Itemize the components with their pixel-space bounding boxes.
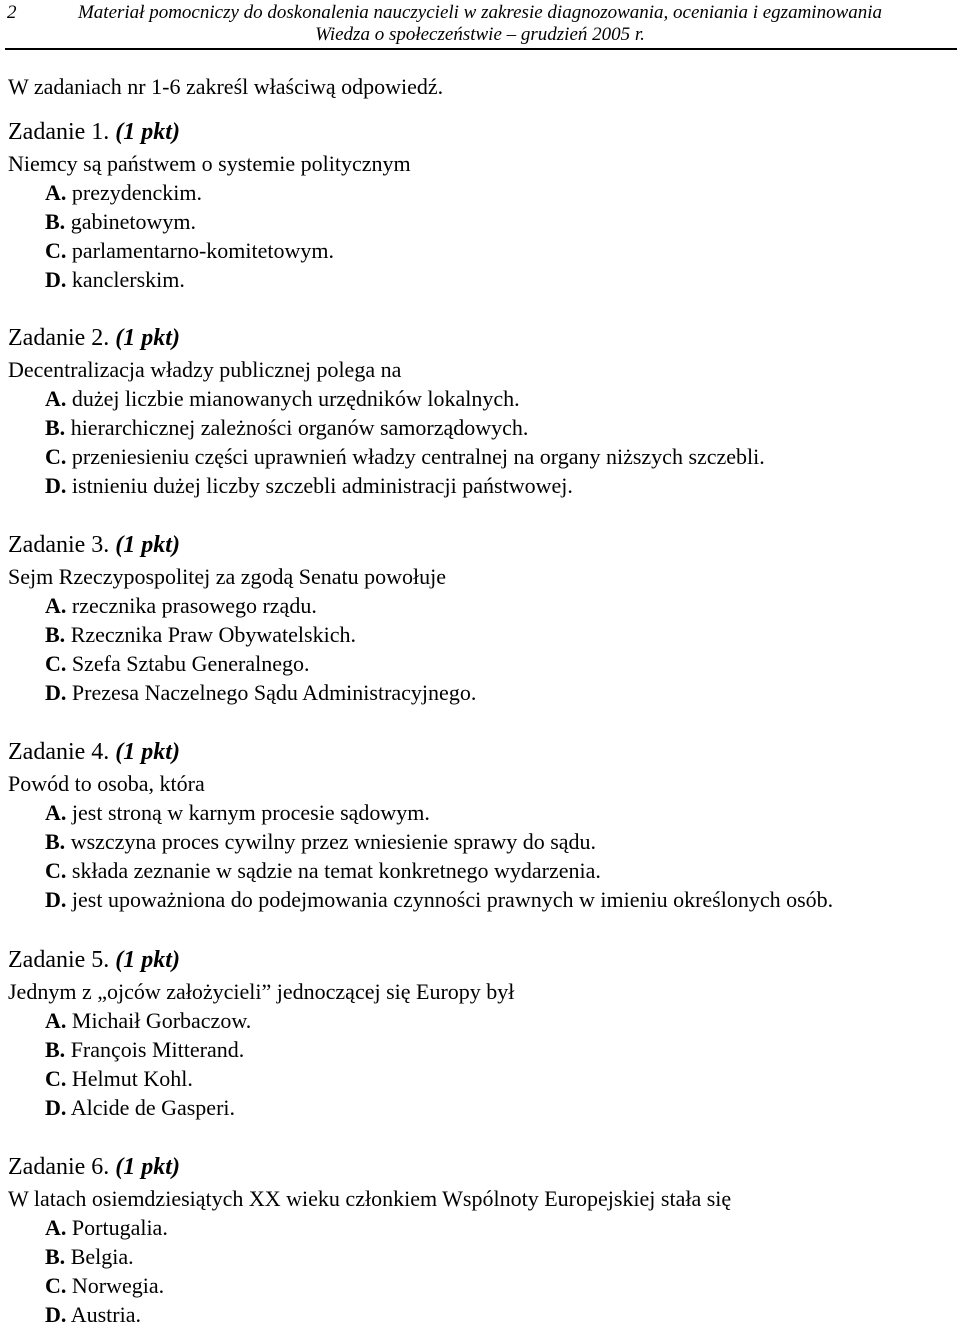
task-points: (1 pkt) (115, 1154, 180, 1180)
option-d[interactable] (8, 1093, 953, 1122)
option-text: François Mitterand. (70, 1037, 245, 1062)
option-letter: A. (45, 800, 67, 825)
task-points: (1 pkt) (115, 947, 180, 973)
task-number: Zadanie 6. (8, 1154, 110, 1180)
header-subtitle: Wiedza o społeczeństwie – grudzień 2005 r. (315, 24, 645, 45)
task-1 (8, 117, 953, 294)
option-letter: A. (45, 1215, 67, 1240)
option-a[interactable] (8, 384, 953, 413)
option-text: Prezesa Naczelnego Sądu Administracyjnego. (71, 680, 477, 705)
task-title (8, 945, 953, 977)
task-question: Jednym z „ojców założycieli” jednoczącej się Europy był (8, 979, 515, 1004)
option-letter: C. (45, 444, 67, 469)
task-question: Decentralizacja władzy publicznej polega na (8, 357, 402, 382)
option-b[interactable] (8, 207, 953, 236)
option-letter: A. (45, 1008, 67, 1033)
task-points: (1 pkt) (115, 119, 180, 145)
task-number: Zadanie 3. (8, 532, 110, 558)
task-2 (8, 323, 953, 500)
option-letter: C. (45, 1273, 67, 1298)
task-title (8, 530, 953, 562)
task-question: W latach osiemdziesiątych XX wieku członkiem Wspólnoty Europejskiej stała się (8, 1186, 732, 1211)
option-letter: A. (45, 386, 67, 411)
option-text: parlamentarno-komitetowym. (71, 238, 334, 263)
option-b[interactable] (8, 620, 953, 649)
option-b[interactable] (8, 413, 953, 442)
header-title: Materiał pomocniczy do doskonalenia nauczycieli w zakresie diagnozowania, oceniania i egzaminowania (77, 2, 883, 23)
task-3 (8, 530, 953, 707)
option-letter: B. (45, 829, 66, 854)
option-text: Szefa Sztabu Generalnego. (71, 651, 310, 676)
option-letter: C. (45, 858, 67, 883)
header-divider (5, 48, 957, 50)
option-c[interactable] (8, 1064, 953, 1093)
task-question: Powód to osoba, która (8, 771, 205, 796)
option-text: Austria. (70, 1302, 141, 1327)
option-text: jest upoważniona do podejmowania czynności prawnych w imieniu określonych osób. (71, 887, 834, 912)
option-text: Norwegia. (71, 1273, 165, 1298)
option-a[interactable] (8, 1006, 953, 1035)
task-question: Niemcy są państwem o systemie politycznym (8, 151, 411, 176)
option-d[interactable] (8, 471, 953, 500)
option-letter: C. (45, 238, 67, 263)
task-4 (8, 737, 953, 914)
task-number: Zadanie 5. (8, 947, 110, 973)
instruction: W zadaniach nr 1-6 zakreśl właściwą odpowiedź. (8, 74, 444, 99)
option-text: Michaił Gorbaczow. (71, 1008, 252, 1033)
option-text: hierarchicznej zależności organów samorządowych. (70, 415, 529, 440)
task-title (8, 737, 953, 769)
task-number: Zadanie 4. (8, 739, 110, 765)
option-letter: D. (45, 267, 67, 292)
option-letter: B. (45, 209, 66, 234)
option-c[interactable] (8, 1271, 953, 1300)
option-a[interactable] (8, 591, 953, 620)
option-letter: D. (45, 473, 67, 498)
option-letter: A. (45, 180, 67, 205)
task-title (8, 323, 953, 355)
option-text: Rzecznika Praw Obywatelskich. (70, 622, 356, 647)
option-text: Belgia. (70, 1244, 134, 1269)
option-d[interactable] (8, 885, 953, 914)
task-points: (1 pkt) (115, 532, 180, 558)
option-text: przeniesieniu części uprawnień władzy centralnej na organy niższych szczebli. (71, 444, 765, 469)
option-text: gabinetowym. (70, 209, 196, 234)
option-letter: B. (45, 1244, 66, 1269)
option-text: kanclerskim. (71, 267, 185, 292)
task-points: (1 pkt) (115, 739, 180, 765)
option-letter: D. (45, 887, 67, 912)
option-letter: D. (45, 1095, 67, 1120)
option-letter: D. (45, 1302, 67, 1327)
option-letter: D. (45, 680, 67, 705)
option-d[interactable] (8, 265, 953, 294)
option-a[interactable] (8, 1213, 953, 1242)
option-text: prezydenckim. (71, 180, 202, 205)
option-text: Helmut Kohl. (71, 1066, 193, 1091)
option-letter: B. (45, 1037, 66, 1062)
option-text: Portugalia. (71, 1215, 168, 1240)
task-points: (1 pkt) (115, 325, 180, 351)
option-d[interactable] (8, 678, 953, 707)
option-d[interactable] (8, 1300, 953, 1329)
option-text: istnieniu dużej liczby szczebli administracji państwowej. (71, 473, 573, 498)
option-text: Alcide de Gasperi. (70, 1095, 236, 1120)
option-b[interactable] (8, 1035, 953, 1064)
option-c[interactable] (8, 442, 953, 471)
option-a[interactable] (8, 798, 953, 827)
page-number: 2 (7, 2, 17, 23)
option-letter: C. (45, 651, 67, 676)
option-text: jest stroną w karnym procesie sądowym. (71, 800, 430, 825)
option-letter: B. (45, 622, 66, 647)
option-text: dużej liczbie mianowanych urzędników lokalnych. (71, 386, 520, 411)
task-title (8, 117, 953, 149)
option-b[interactable] (8, 1242, 953, 1271)
option-c[interactable] (8, 856, 953, 885)
option-letter: C. (45, 1066, 67, 1091)
option-text: składa zeznanie w sądzie na temat konkretnego wydarzenia. (71, 858, 601, 883)
option-a[interactable] (8, 178, 953, 207)
task-question: Sejm Rzeczypospolitej za zgodą Senatu powołuje (8, 564, 447, 589)
task-number: Zadanie 1. (8, 119, 110, 145)
option-letter: B. (45, 415, 66, 440)
option-b[interactable] (8, 827, 953, 856)
option-letter: A. (45, 593, 67, 618)
task-6 (8, 1152, 953, 1329)
task-title (8, 1152, 953, 1184)
option-text: rzecznika prasowego rządu. (71, 593, 317, 618)
option-text: wszczyna proces cywilny przez wniesienie sprawy do sądu. (70, 829, 597, 854)
task-5 (8, 945, 953, 1122)
task-number: Zadanie 2. (8, 325, 110, 351)
option-c[interactable] (8, 236, 953, 265)
option-c[interactable] (8, 649, 953, 678)
